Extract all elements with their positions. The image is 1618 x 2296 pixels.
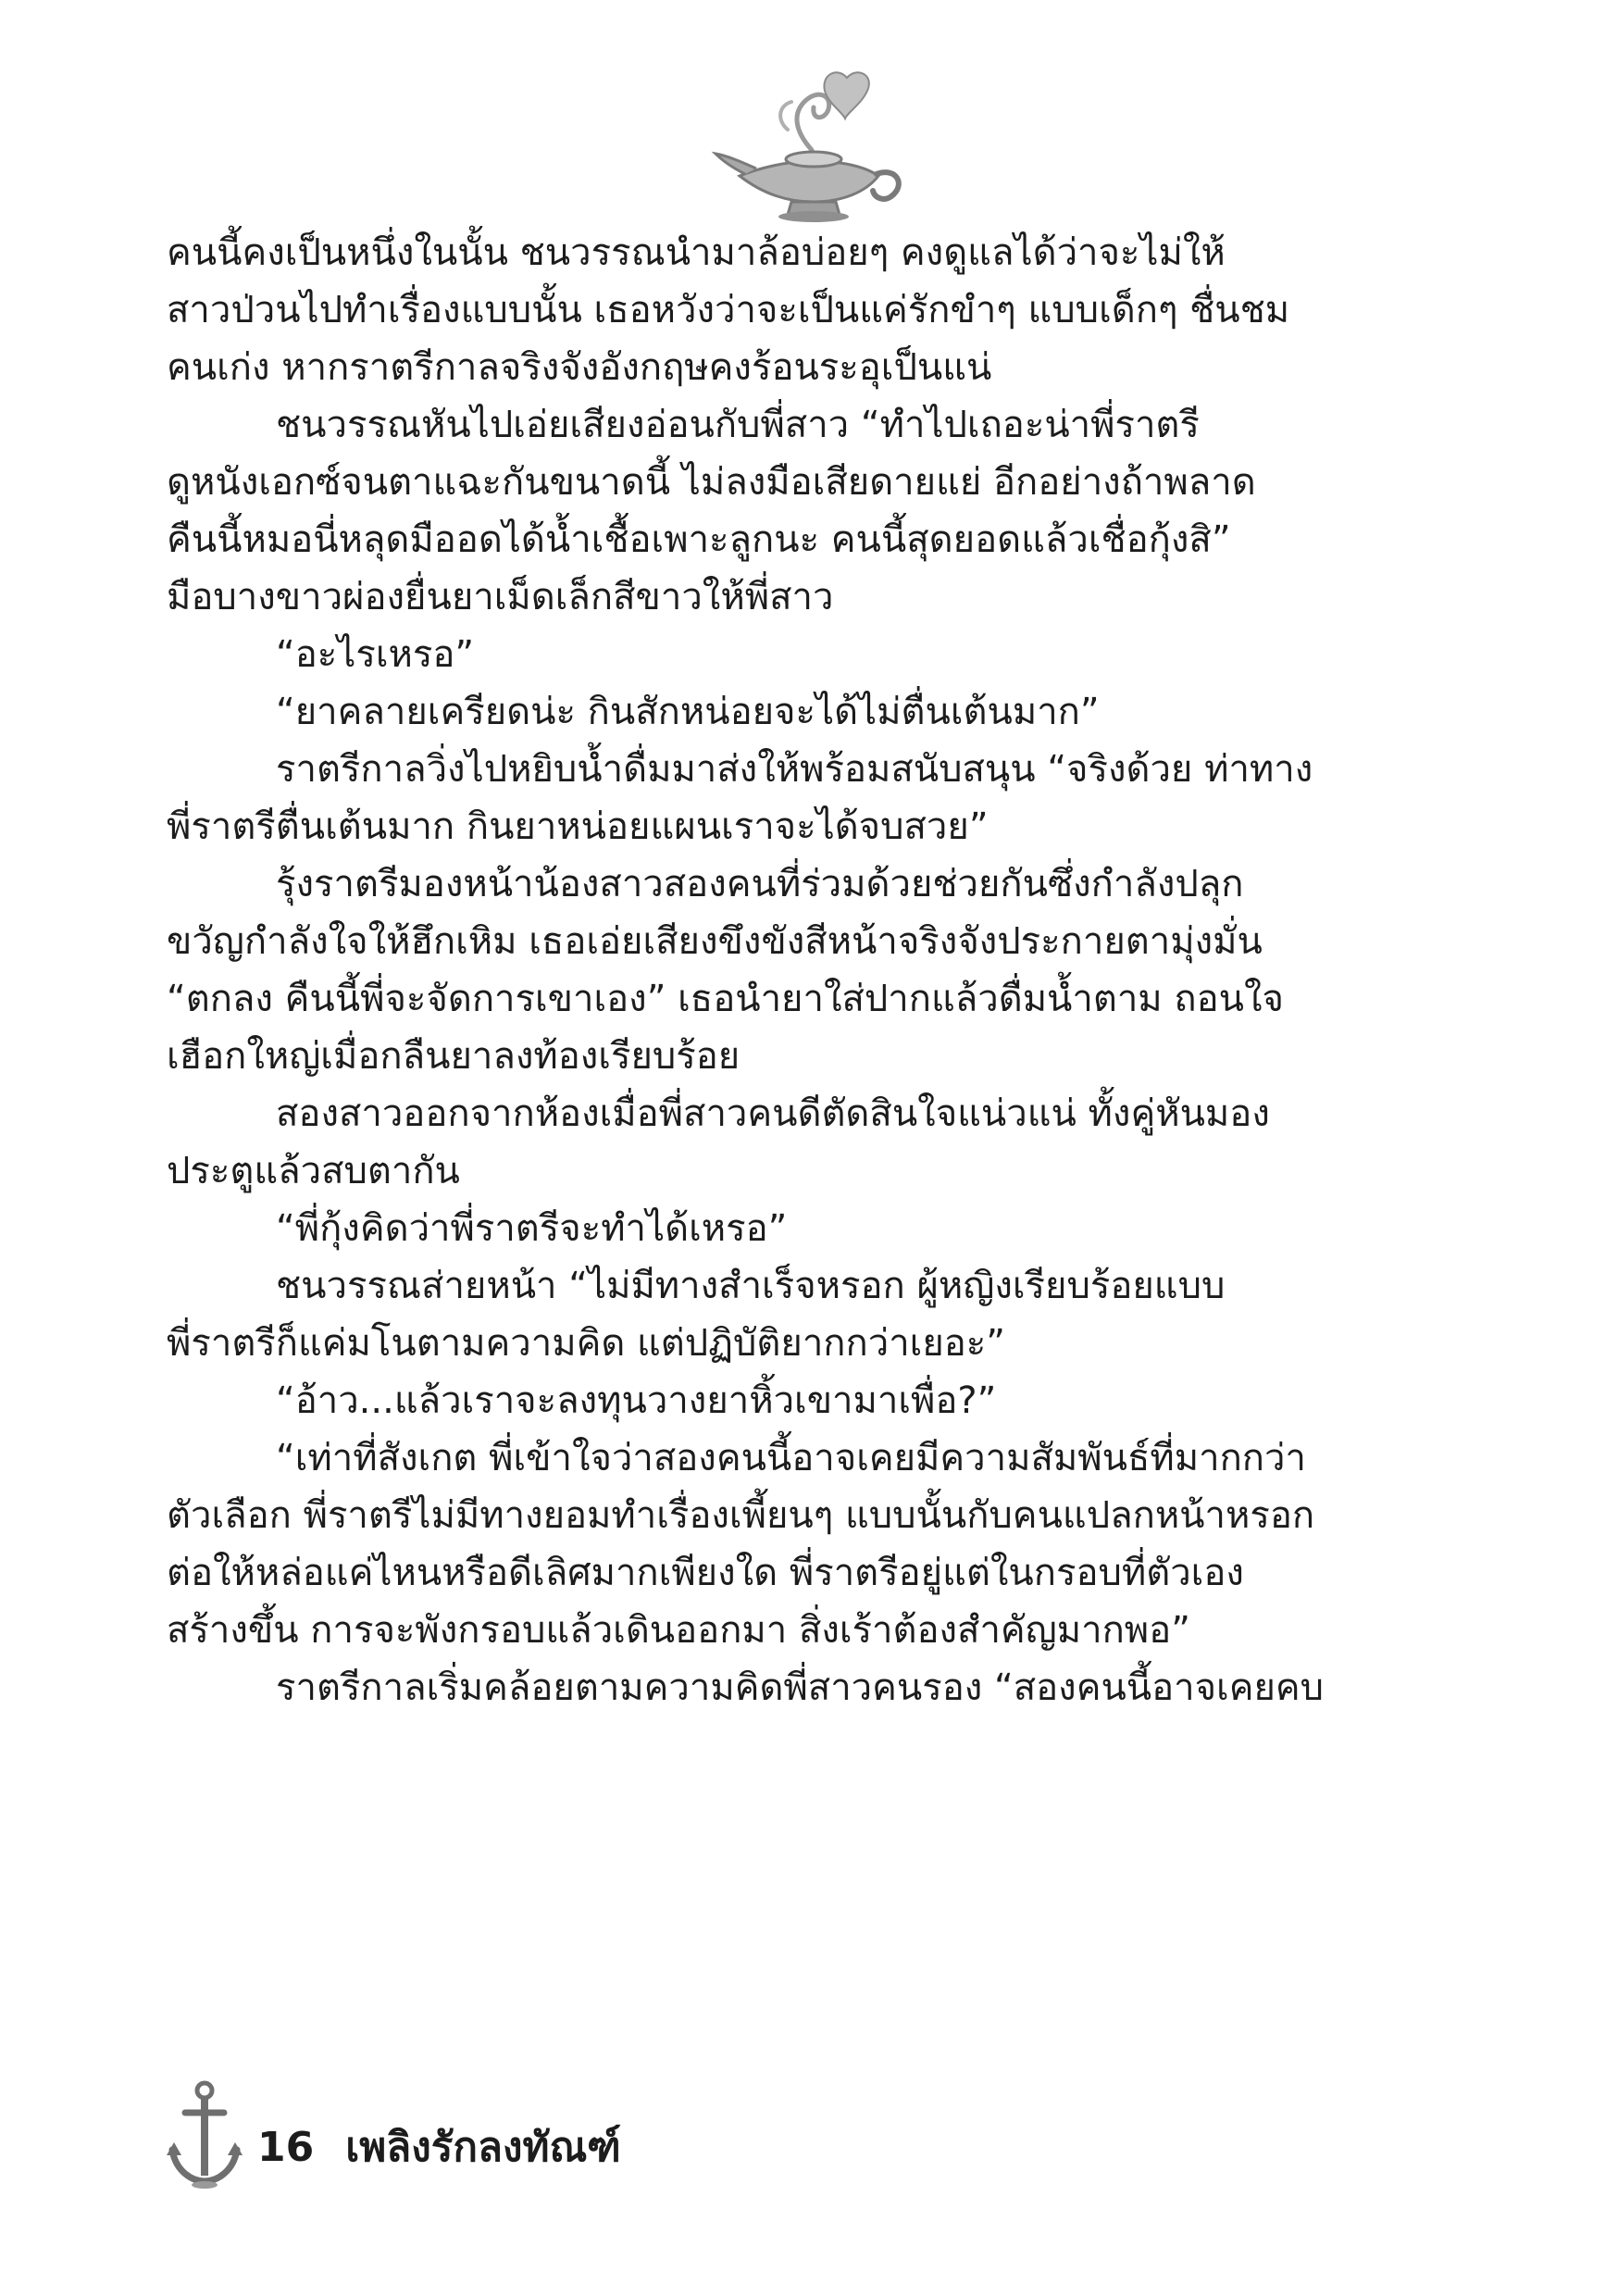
text-line: “อ้าว...แล้วเราจะลงทุนวางยาหิ้วเขามาเพื่อ?”	[276, 1379, 997, 1422]
text-line: “เท่าที่สังเกต พี่เข้าใจว่าสองคนนี้อาจเคยมีความสัมพันธ์ที่มากกว่า	[276, 1437, 1306, 1479]
text-line: ราตรีกาลวิ่งไปหยิบน้ำดื่มมาส่งให้พร้อมสนับสนุน “จริงด้วย ท่าทาง	[276, 748, 1313, 791]
text-line: ประตูแล้วสบตากัน	[167, 1150, 460, 1192]
text-line: ดูหนังเอกซ์จนตาแฉะกันขนาดนี้ ไม่ลงมือเสียดายแย่ อีกอย่างถ้าพลาด	[167, 461, 1256, 504]
page-number: 16	[257, 2123, 315, 2171]
text-line: สาวป่วนไปทำเรื่องแบบนั้น เธอหวังว่าจะเป็นแค่รักขำๆ แบบเด็กๆ ชื่นชม	[167, 289, 1290, 331]
text-line: รุ้งราตรีมองหน้าน้องสาวสองคนที่ร่วมด้วยช่วยกันซึ่งกำลังปลุก	[276, 863, 1244, 905]
text-line: ตัวเลือก พี่ราตรีไม่มีทางยอมทำเรื่องเพี้ยนๆ แบบนั้นกับคนแปลกหน้าหรอก	[167, 1494, 1315, 1537]
text-line: เฮือกใหญ่เมื่อกลืนยาลงท้องเรียบร้อย	[167, 1035, 741, 1078]
header-ornament	[0, 46, 1618, 231]
text-line: สร้างขึ้น การจะพังกรอบแล้วเดินออกมา สิ่งเร้าต้องสำคัญมากพอ”	[167, 1609, 1190, 1652]
text-line: คืนนี้หมอนี่หลุดมืออดได้น้ำเชื้อเพาะลูกนะ คนนี้สุดยอดแล้วเชื่อกุ้งสิ”	[167, 518, 1231, 561]
text-line: ขวัญกำลังใจให้ฮึกเหิม เธอเอ่ยเสียงขึงขังสีหน้าจริงจังประกายตามุ่งมั่น	[167, 920, 1263, 963]
book-title: เพลิงรักลงทัณฑ์	[345, 2124, 621, 2171]
text-line: “อะไรเหรอ”	[276, 633, 475, 676]
text-line: ต่อให้หล่อแค่ไหนหรือดีเลิศมากเพียงใด พี่ราตรีอยู่แต่ในกรอบที่ตัวเอง	[167, 1552, 1244, 1594]
text-line: พี่ราตรีก็แค่มโนตามความคิด แต่ปฏิบัติยากกว่าเยอะ”	[167, 1322, 1005, 1365]
text-line: พี่ราตรีตื่นเต้นมาก กินยาหน่อยแผนเราจะได้จบสวย”	[167, 805, 989, 848]
text-line: ชนวรรณส่ายหน้า “ไม่มีทางสำเร็จหรอก ผู้หญิงเรียบร้อยแบบ	[276, 1265, 1226, 1307]
text-line: มือบางขาวผ่องยื่นยาเม็ดเล็กสีขาวให้พี่สาว	[167, 576, 834, 618]
text-line: ราตรีกาลเริ่มคล้อยตามความคิดพี่สาวคนรอง “สองคนนี้อาจเคยคบ	[276, 1666, 1325, 1709]
text-line: สองสาวออกจากห้องเมื่อพี่สาวคนดีตัดสินใจแน่วแน่ ทั้งคู่หันมอง	[276, 1092, 1270, 1135]
text-line: “ยาคลายเครียดน่ะ กินสักหน่อยจะได้ไม่ตื่นเต้นมาก”	[276, 691, 1100, 733]
text-line: “ตกลง คืนนี้พี่จะจัดการเขาเอง” เธอนำยาใส่ปากแล้วดื่มน้ำตาม ถอนใจ	[167, 978, 1284, 1020]
text-line: “พี่กุ้งคิดว่าพี่ราตรีจะทำได้เหรอ”	[276, 1207, 788, 1250]
text-line: คนนี้คงเป็นหนึ่งในนั้น ชนวรรณนำมาล้อบ่อยๆ คงดูแลได้ว่าจะไม่ให้	[167, 231, 1226, 274]
anchor-icon	[167, 2079, 243, 2189]
text-line: คนเก่ง หากราตรีกาลจริงจังอังกฤษคงร้อนระอุเป็นแน่	[167, 346, 992, 389]
page-footer	[167, 2074, 621, 2194]
page-body-text	[167, 224, 1351, 1716]
genie-lamp-icon	[703, 46, 915, 231]
text-line: ชนวรรณหันไปเอ่ยเสียงอ่อนกับพี่สาว “ทำไปเถอะน่าพี่ราตรี	[276, 404, 1200, 446]
